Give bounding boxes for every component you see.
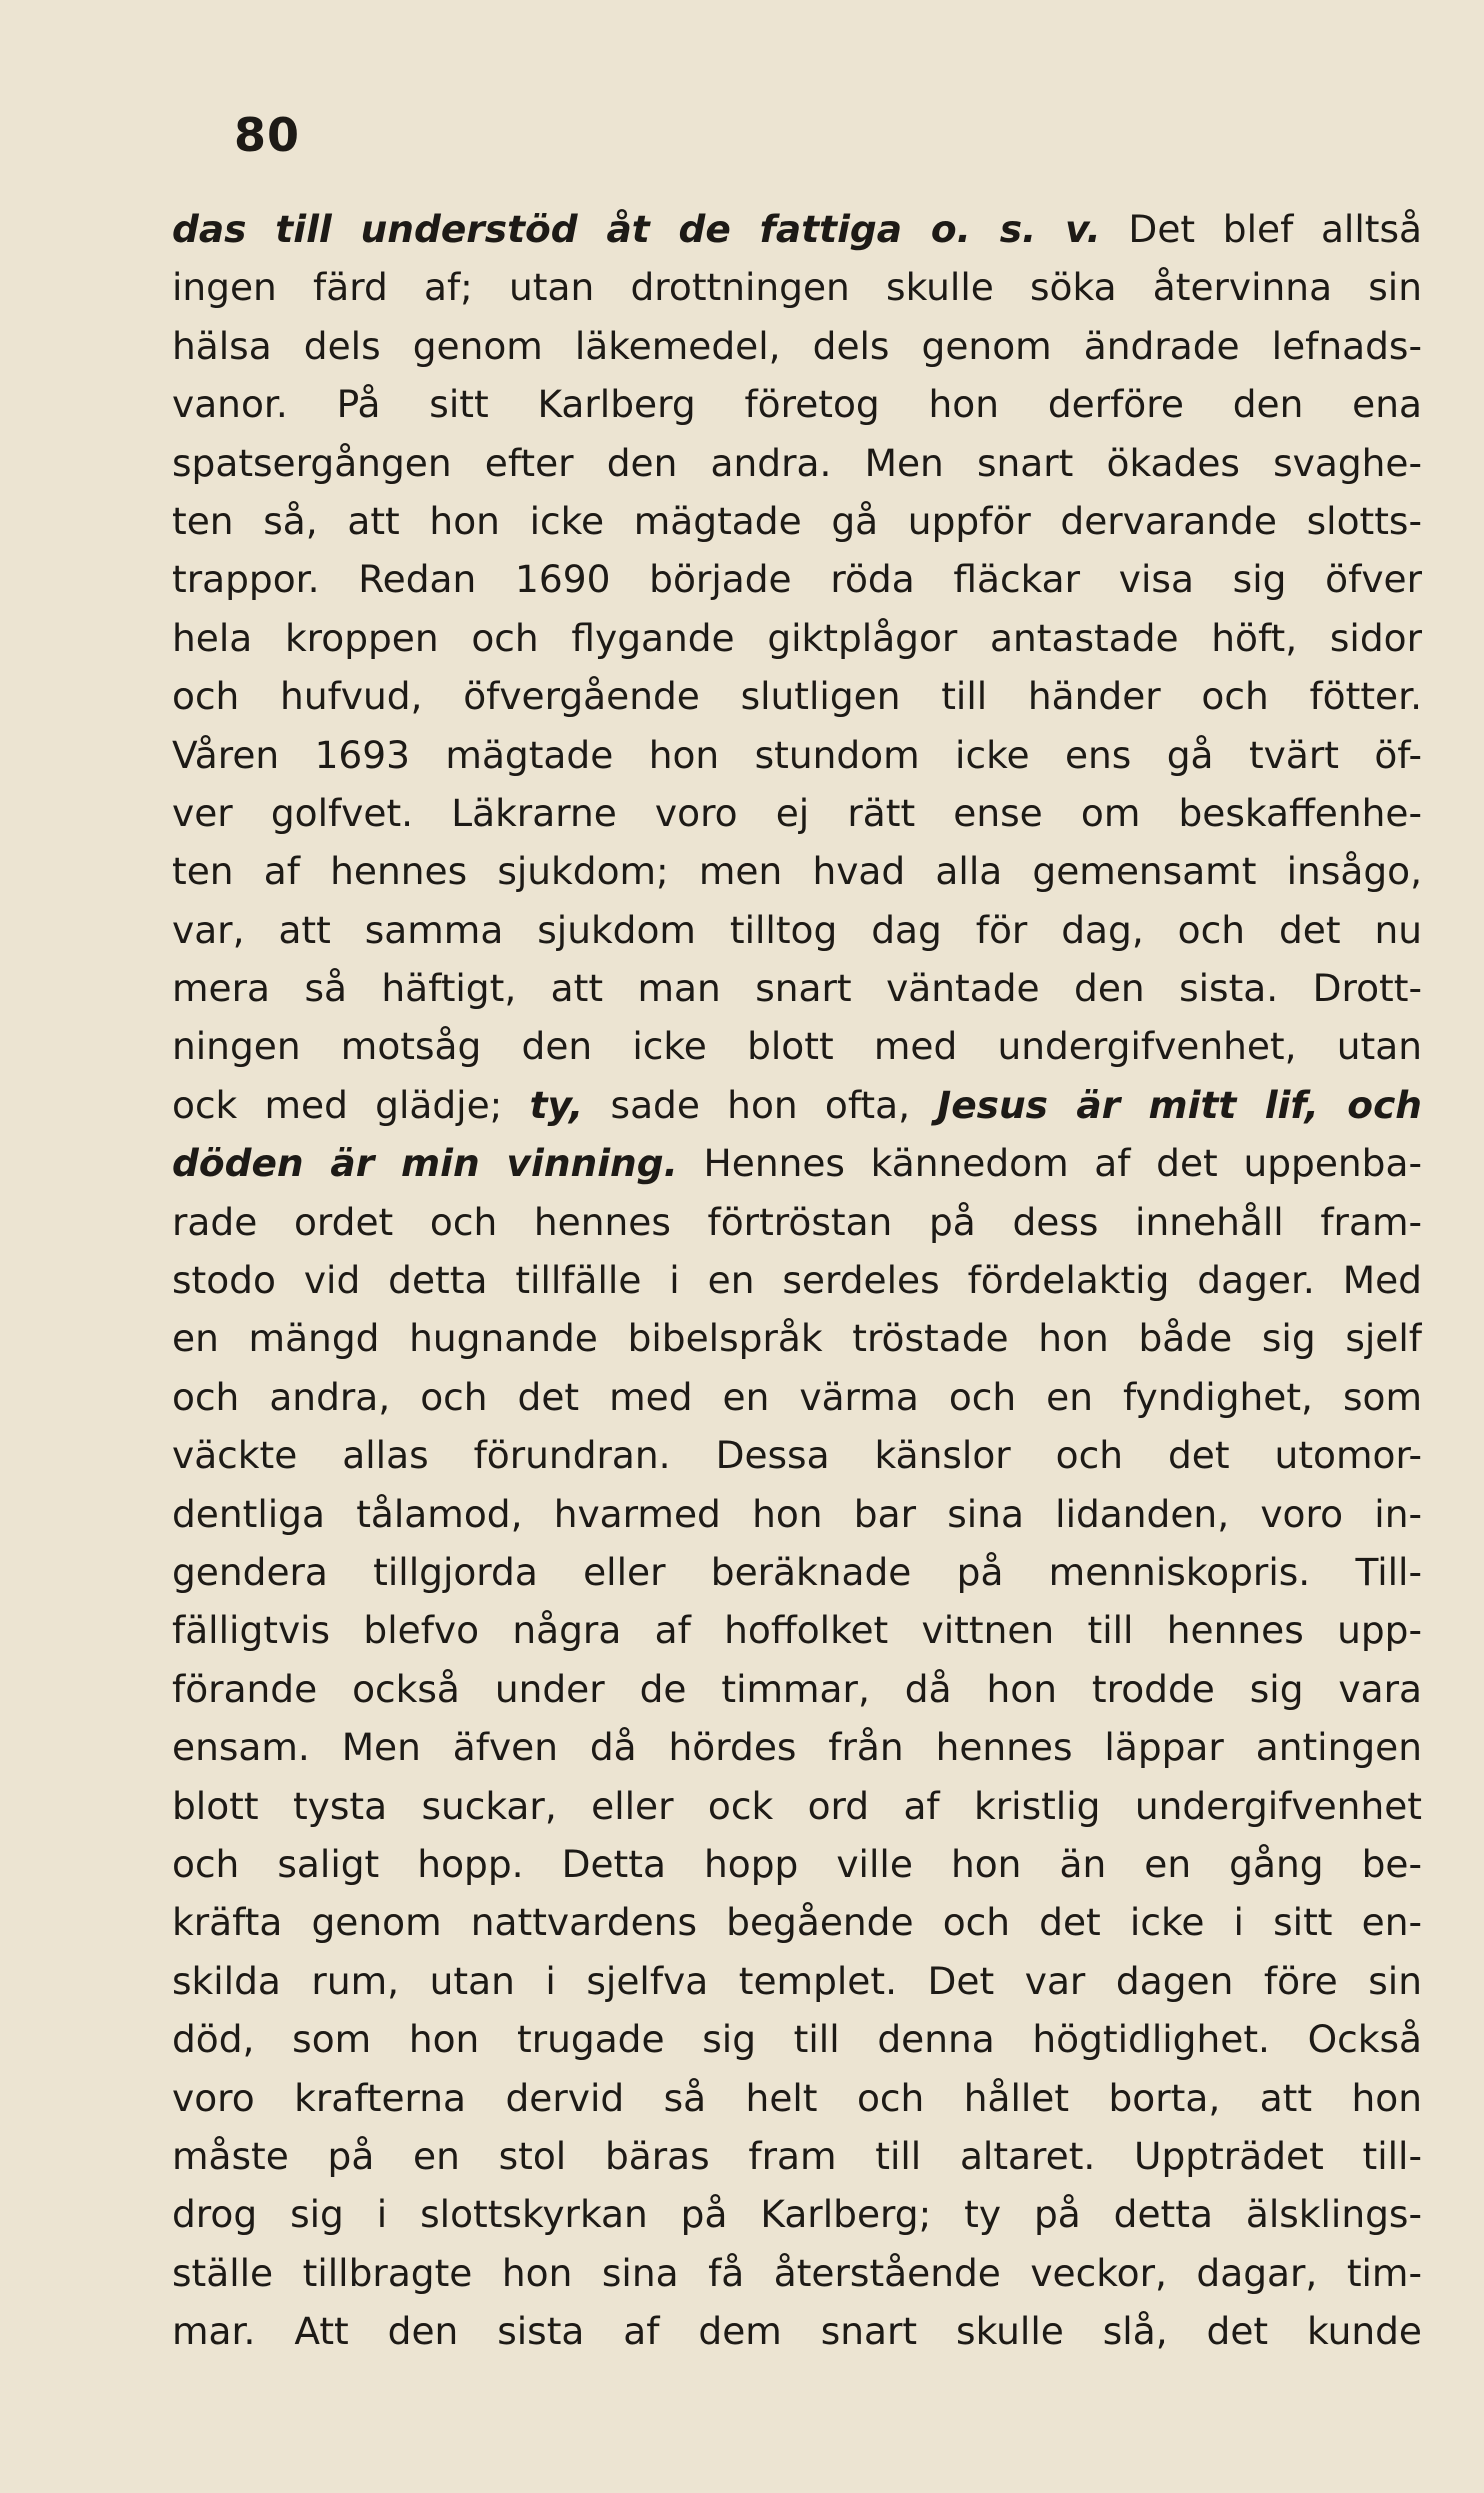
text-span: förande också under de timmar, då hon trodde sig vara — [172, 1666, 1422, 1711]
body-text — [172, 200, 1422, 2360]
page-number: 80 — [234, 108, 301, 162]
text-line — [172, 667, 1422, 725]
text-span: död, som hon trugade sig till denna högtidlighet. Också — [172, 2017, 1422, 2062]
text-span: rade ordet och hennes förtröstan på dess innehåll fram- — [172, 1199, 1422, 1244]
text-span: hela kroppen och flygande giktplågor antastade höft, sidor — [172, 615, 1422, 660]
text-span: ställe tillbragte hon sina få återstående veckor, dagar, tim- — [172, 2250, 1422, 2295]
text-span: skilda rum, utan i sjelfva templet. Det var dagen före sin — [172, 1958, 1422, 2003]
italic-text-span: ty, — [529, 1082, 584, 1127]
text-line — [172, 1251, 1422, 1309]
text-line — [172, 1309, 1422, 1367]
text-line — [172, 550, 1422, 608]
text-span: drog sig i slottskyrkan på Karlberg; ty på detta älsklings- — [172, 2192, 1422, 2237]
text-line — [172, 959, 1422, 1017]
text-line — [172, 609, 1422, 667]
text-span: var, att samma sjukdom tilltog dag för dag, och det nu — [172, 907, 1422, 952]
text-span: spatsergången efter den andra. Men snart ökades svaghe- — [172, 440, 1422, 485]
text-span: ingen färd af; utan drottningen skulle söka återvinna sin — [172, 265, 1422, 310]
text-line — [172, 2010, 1422, 2068]
text-line — [172, 726, 1422, 784]
text-line — [172, 434, 1422, 492]
text-line — [172, 842, 1422, 900]
text-line — [172, 1660, 1422, 1718]
italic-text-span: das till understöd åt de fattiga o. s. v. — [172, 207, 1101, 251]
text-line — [172, 1777, 1422, 1835]
text-line — [172, 258, 1422, 316]
text-span: dentliga tålamod, hvarmed hon bar sina lidanden, voro in- — [172, 1491, 1422, 1536]
text-line — [172, 1601, 1422, 1659]
text-line — [172, 1193, 1422, 1251]
text-span: kräfta genom nattvardens begående och det icke i sitt en- — [172, 1900, 1422, 1945]
text-line — [172, 1368, 1422, 1426]
text-span: ock med glädje; — [172, 1082, 530, 1127]
text-span: blott tysta suckar, eller ock ord af kristlig undergifvenhet — [172, 1783, 1422, 1828]
text-span: Hennes kännedom af det uppenba- — [677, 1141, 1422, 1186]
text-line — [172, 1543, 1422, 1601]
text-span: måste på en stol bäras fram till altaret. Uppträdet till- — [172, 2133, 1422, 2178]
text-span: ver golfvet. Läkrarne voro ej rätt ense om beskaffenhe- — [172, 790, 1422, 835]
text-span: trappor. Redan 1690 började röda fläckar visa sig öfver — [172, 557, 1422, 602]
italic-text-span: Jesus är mitt lif, och — [937, 1082, 1422, 1127]
text-line — [172, 1017, 1422, 1075]
text-span: ensam. Men äfven då hördes från hennes läppar antingen — [172, 1725, 1422, 1770]
text-span: och andra, och det med en värma och en fyndighet, som — [172, 1374, 1422, 1419]
text-span: sade hon ofta, — [583, 1082, 938, 1127]
text-span: och hufvud, öfvergående slutligen till händer och fötter. — [172, 674, 1422, 719]
text-line — [172, 1952, 1422, 2010]
text-line — [172, 784, 1422, 842]
text-line — [172, 1076, 1422, 1134]
text-line — [172, 2302, 1422, 2360]
text-line — [172, 901, 1422, 959]
text-span: stodo vid detta tillfälle i en serdeles fördelaktig dager. Med — [172, 1258, 1422, 1303]
text-line — [172, 1134, 1422, 1192]
text-line — [172, 492, 1422, 550]
text-line — [172, 375, 1422, 433]
text-line — [172, 1835, 1422, 1893]
text-line — [172, 2127, 1422, 2185]
text-line — [172, 1893, 1422, 1951]
text-span: vanor. På sitt Karlberg företog hon derföre den ena — [172, 382, 1422, 427]
text-span: Våren 1693 mägtade hon stundom icke ens gå tvärt öf- — [172, 732, 1422, 777]
text-line — [172, 200, 1422, 258]
text-span: ten af hennes sjukdom; men hvad alla gemensamt insågo, — [172, 849, 1422, 894]
text-line — [172, 2069, 1422, 2127]
italic-text-span: döden är min vinning. — [172, 1141, 678, 1186]
text-span: mera så häftigt, att man snart väntade den sista. Drott- — [172, 966, 1422, 1011]
text-line — [172, 1485, 1422, 1543]
text-line — [172, 2185, 1422, 2243]
text-span: voro krafterna dervid så helt och hållet borta, att hon — [172, 2075, 1422, 2120]
text-line — [172, 1718, 1422, 1776]
text-span: väckte allas förundran. Dessa känslor och det utomor- — [172, 1433, 1422, 1478]
text-line — [172, 1426, 1422, 1484]
text-span: gendera tillgjorda eller beräknade på menniskopris. Till- — [172, 1549, 1422, 1594]
text-span: ningen motsåg den icke blott med undergifvenhet, utan — [172, 1024, 1422, 1069]
text-span: ten så, att hon icke mägtade gå uppför dervarande slotts- — [172, 498, 1422, 543]
text-span: hälsa dels genom läkemedel, dels genom ändrade lefnads- — [172, 323, 1422, 368]
text-line — [172, 317, 1422, 375]
text-line — [172, 2244, 1422, 2302]
text-span: och saligt hopp. Detta hopp ville hon än en gång be- — [172, 1841, 1422, 1886]
text-span: fälligtvis blefvo några af hoffolket vittnen till hennes upp- — [172, 1608, 1422, 1653]
text-span: Det blef alltså — [1100, 207, 1422, 251]
text-span: en mängd hugnande bibelspråk tröstade hon både sig sjelf — [172, 1316, 1422, 1361]
text-span: mar. Att den sista af dem snart skulle slå, det kunde — [172, 2309, 1422, 2354]
